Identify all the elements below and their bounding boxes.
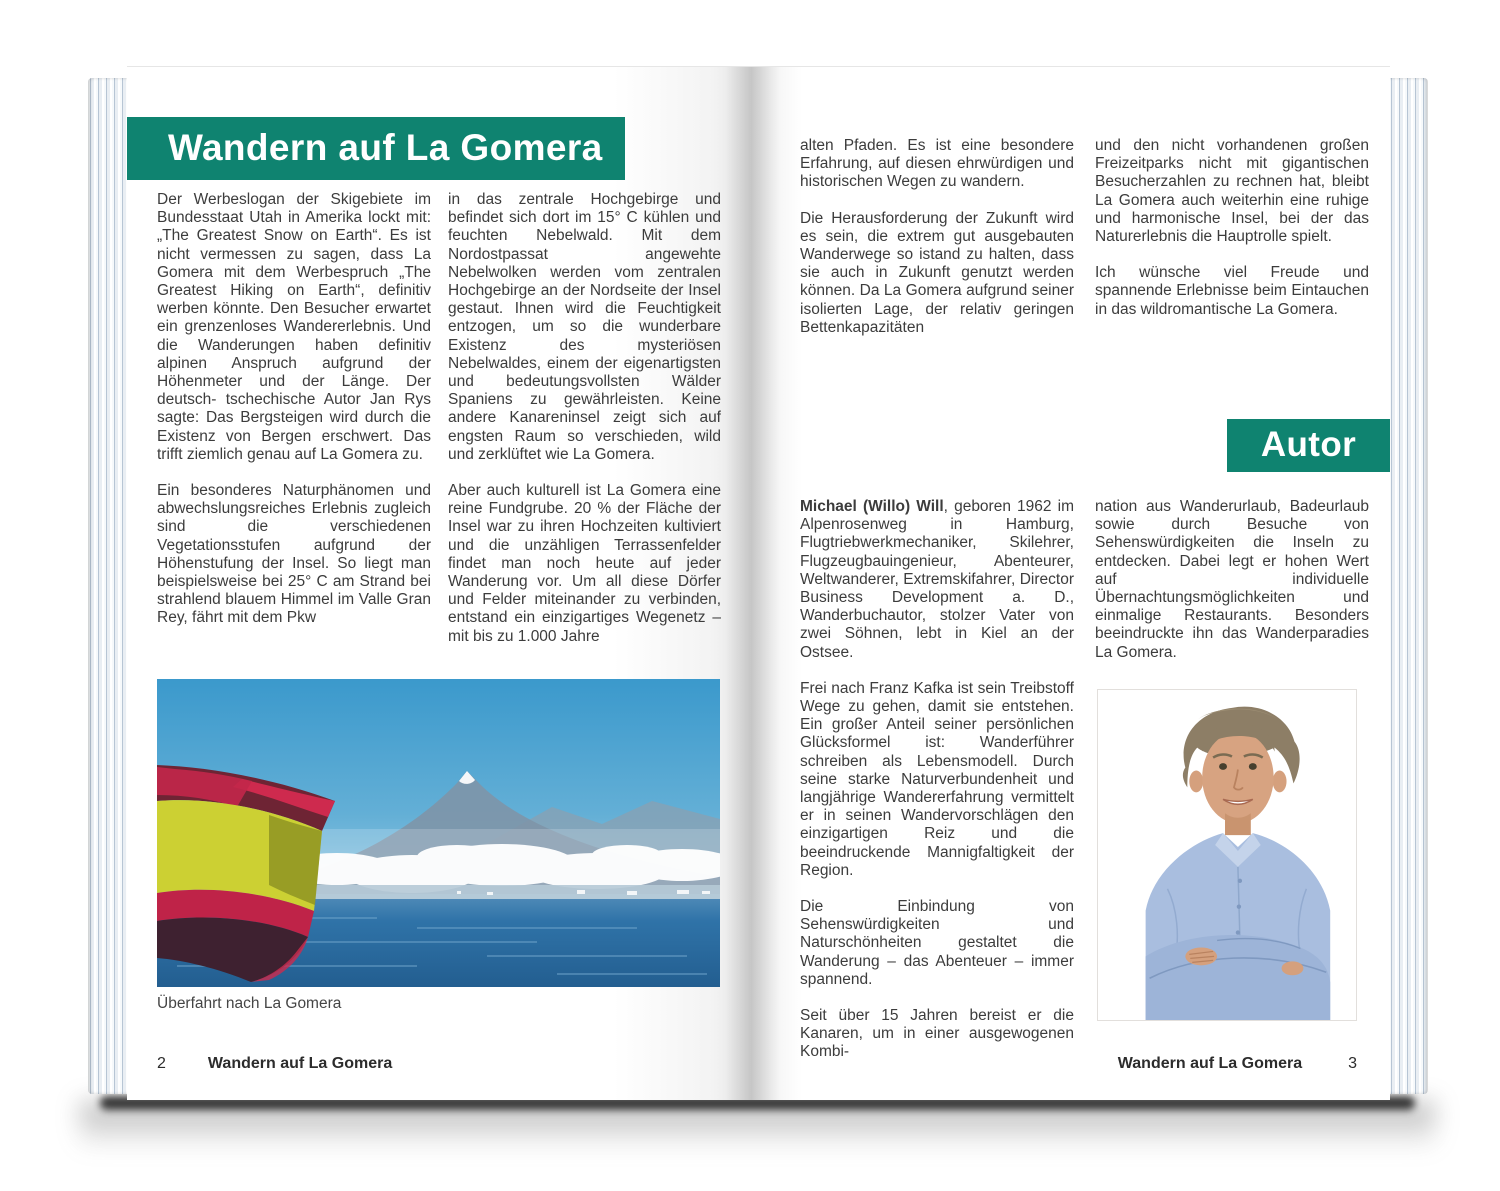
left-page-footer <box>157 1055 392 1073</box>
paragraph: alten Pfaden. Es ist eine besondere Erfahrung, auf diesen ehrwürdigen und historischen Wegen zu wandern. <box>800 137 1074 191</box>
author-intro-paragraph <box>800 498 1074 662</box>
right-page-column-2-top <box>1095 137 1369 319</box>
right-page-column-1-top <box>800 137 1074 337</box>
paragraph: Der Werbeslogan der Skigebiete im Bundesstaat Utah in Amerika lockt mit: „The Greatest Snow on Earth“. Es ist nicht vermessen zu sagen, dass La Gomera mit dem Werbespruch „The Greatest Hiking on Earth“, definitiv werben könnte. Den Besucher erwartet ein grenzenloses Wandererlebnis. Und die Wanderungen haben definitiv alpinen Anspruch aufgrund der Höhenmeter und der Länge. Der deutsch- tschechische Autor Jan Rys sagte: Das Bergsteigen wird durch die Existenz von Bergen erschwert. Das trifft ziemlich genau auf La Gomera zu. <box>157 191 431 463</box>
right-page <box>751 66 1390 1100</box>
gutter-shadow-left <box>725 67 751 1100</box>
author-name: Michael (Willo) Will <box>800 498 944 515</box>
paragraph: Die Herausforderung der Zukunft wird es sein, die extrem gut ausgebauten Wanderwege so istand zu halten, dass sie auch in Zukunft genutzt werden können. Da La Gomera aufgrund seiner isolierten Lage, der relativ geringen Bettenkapazitäten <box>800 209 1074 336</box>
left-page-column-1 <box>157 191 431 628</box>
paragraph: in das zentrale Hochgebirge und befindet sich dort im 15° C kühlen und feuchten Nebelwald. Mit dem Nordostpassat angewehte Nebelwolken werden vom zentralen Hochgebirge an der Nordseite der Insel gestaut. Ihnen wird die Feuchtigkeit entzogen, um so die wunderbare Existenz des mysteriösen Nebelwaldes, einem der eigenartigsten und bedeutungsvollsten Wälder Spaniens zu gewährleisten. Keine andere Kanareninsel zeigt sich auf engsten Raum so verschieden, wild und zerklüftet wie La Gomera. <box>448 191 721 463</box>
right-page-footer <box>800 1055 1357 1073</box>
running-title: Wandern auf La Gomera <box>1117 1055 1303 1072</box>
page-stack-edge-right <box>1389 78 1428 1094</box>
paragraph: nation aus Wanderurlaub, Badeurlaub sowie durch Besuche von Sehenswürdigkeiten die Inseln zu entdecken. Dabei legt er hohen Wert auf individuelle Übernachtungsmöglichkeiten und einmalige Restaurants. Besonders beeindruckte ihn das Wanderparadies La Gomera. <box>1095 498 1369 661</box>
left-page-column-2 <box>448 191 721 646</box>
paragraph: Aber auch kulturell ist La Gomera eine reine Fundgrube. 20 % der Fläche der Insel war zu ihren Hochzeiten kultiviert und die unzähligen Terrassenfelder findet man noch heute auf jeder Wanderung vor. Um all diese Dörfer und Felder miteinander zu verbinden, entstand ein einzigartiges Wegenetz – mit bis zu 1.000 Jahre <box>448 482 721 645</box>
open-book-spread <box>88 66 1428 1100</box>
running-title: Wandern auf La Gomera <box>207 1055 393 1072</box>
author-portrait-illustration <box>1098 690 1356 1020</box>
paragraph: Seit über 15 Jahren bereist er die Kanaren, um in einer ausgewogenen Kombi- <box>800 1007 1074 1061</box>
paragraph: und den nicht vorhandenen großen Freizeitparks nicht mit gigantischen Besucherzahlen zu rechnen hat, bleibt La Gomera auch weiterhin eine ruhige und harmonische Insel, bei der das Naturerlebnis die Hauptrolle spielt. <box>1095 137 1369 246</box>
gutter-shadow-right <box>751 67 781 1100</box>
right-page-column-1-bottom <box>800 498 1074 1062</box>
author-portrait-photo <box>1097 689 1357 1021</box>
paragraph: Ich wünsche viel Freude und spannende Erlebnisse beim Eintauchen in das wildromantische La Gomera. <box>1095 264 1369 318</box>
page-number: 2 <box>157 1055 166 1072</box>
photo-caption: Überfahrt nach La Gomera <box>157 995 342 1012</box>
chapter-title: Wandern auf La Gomera <box>168 127 603 168</box>
right-page-column-2-bottom <box>1095 498 1369 662</box>
left-page <box>127 66 751 1100</box>
author-intro-text: , geboren 1962 im Alpenrosenweg in Hamburg, Flugtriebwerkmechaniker, Skilehrer, Flugzeugbauingenieur, Abenteurer, Weltwanderer, Extremskifahrer, Director Business Development a. D., Wanderbuchautor, stolzer Vater von zwei Söhnen, lebt in Kiel an der Ostsee. <box>800 498 1074 661</box>
paragraph: Die Einbindung von Sehenswürdigkeiten und Naturschönheiten gestaltet die Wanderung – das Abenteuer – immer spannend. <box>800 898 1074 988</box>
page-stack-edge-left <box>88 78 127 1094</box>
paragraph: Frei nach Franz Kafka ist sein Treibstoff Wege zu gehen, damit sie entstehen. Ein großer Anteil seiner persönlichen Glücksformel ist: Wanderführer schreiben als Lebensmodell. Durch seine starke Naturverbundenheit und langjährige Wandererfahrung vermittelt er in seinen Wandervorschlägen den einzigartigen Reiz und die beeindruckende Mannigfaltigkeit der Region. <box>800 679 1074 879</box>
page-number: 3 <box>1348 1055 1357 1072</box>
autor-banner-label: Autor <box>1260 425 1357 464</box>
paragraph: Ein besonderes Naturphänomen und abwechslungsreiches Erlebnis zugleich sind die verschiedenen Vegetationsstufen aufgrund der Höhenstufung der Insel. So liegt man beispielsweise bei 25° C am Strand bei strahlend blauem Himmel im Valle Gran Rey, fährt mit dem Pkw <box>157 482 431 627</box>
chapter-title-banner <box>127 117 625 180</box>
autor-section-banner <box>1227 419 1390 472</box>
ferry-photo-illustration <box>157 679 720 987</box>
ferry-crossing-photo <box>157 679 720 987</box>
